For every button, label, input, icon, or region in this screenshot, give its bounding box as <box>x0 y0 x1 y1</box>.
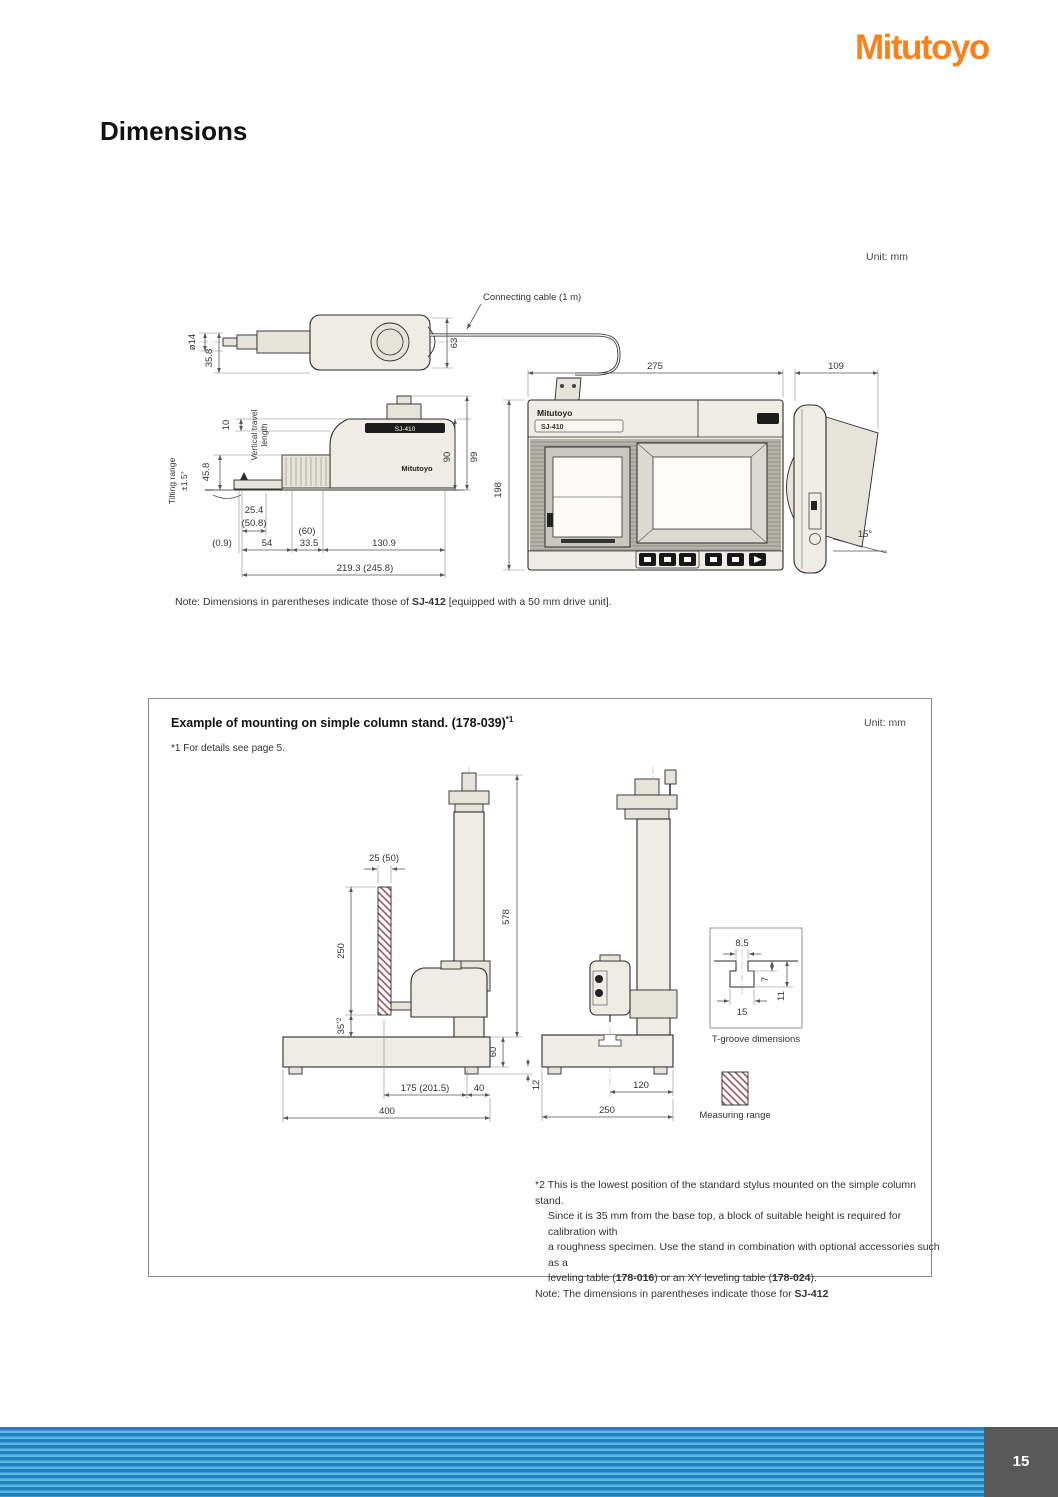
dim-60: 60 <box>488 1046 499 1058</box>
dim-45-8: 45.8 <box>201 462 212 482</box>
title-footnote-ref: *1 <box>505 715 514 724</box>
drive-unit-side-view <box>167 396 480 578</box>
tilting-range-value: ±1.5° <box>179 471 189 491</box>
dim-50-8: (50.8) <box>241 518 267 529</box>
dim-25-4: 25.4 <box>244 505 264 516</box>
dim-33-5: 33.5 <box>299 538 319 549</box>
stand-box-footnote2: *2 This is the lowest position of the standard stylus mounted on the simple column stand. Since it is 35 mm from the base top, a block of suitable height is required for calibration with a roughness specimen. Use the stand in combination with optional accessories such as a leveling table (178-016) or an XY leveling table (178-024). Note: The dimensions in parentheses indicate those for SJ-412 <box>535 1179 940 1300</box>
display-brand-label: Mitutoyo <box>537 408 573 418</box>
device-brand-label: Mitutoyo <box>401 464 433 473</box>
dim-275: 275 <box>647 361 663 372</box>
dim-219-3: 219.3 (245.8) <box>336 563 394 574</box>
display-front-view <box>493 361 783 570</box>
dim-130-9: 130.9 <box>372 538 396 549</box>
t-groove-label: T-groove dimensions <box>711 1034 801 1045</box>
dim-578: 578 <box>501 909 512 925</box>
stand-box-footnote1: *1 For details see page 5. <box>171 743 285 754</box>
dim-99: 99 <box>469 451 480 463</box>
mitutoyo-logo: Mitutoyo <box>855 28 989 67</box>
dim-54: 54 <box>261 538 273 549</box>
page-title: Dimensions <box>100 116 248 146</box>
cable-label: Connecting cable (1 m) <box>483 292 582 303</box>
dim-60p: (60) <box>298 526 316 537</box>
display-model-label: SJ-410 <box>541 424 564 431</box>
drawing1-note: Note: Dimensions in parentheses indicate those of SJ-412 [equipped with a 50 mm drive unit]. <box>175 596 612 608</box>
measuring-range-swatch <box>722 1072 748 1105</box>
dim-63: 63 <box>449 337 460 349</box>
tilting-range-label: Tilting range <box>167 457 177 505</box>
stand-box-title: Example of mounting on simple column stand. $(178-039)^{*1}$ <box>171 715 514 731</box>
dim-t15: 15 <box>736 1007 748 1018</box>
dim-35: 35*2 <box>336 1017 347 1035</box>
dim-12: 12 <box>531 1079 542 1091</box>
dim-250b: 250 <box>599 1105 615 1116</box>
technical-drawing-sj410 <box>165 285 995 595</box>
dim-109: 109 <box>828 361 844 372</box>
device-model-label: SJ-410 <box>394 426 416 433</box>
column-stand-drawing <box>165 765 815 1125</box>
detector-side-view <box>187 292 619 374</box>
vertical-travel-label-2: length <box>259 423 269 447</box>
measuring-range-legend <box>699 1072 770 1121</box>
unit-label-top: Unit: mm <box>866 251 908 263</box>
display-side-view <box>787 361 888 573</box>
dim-175: 175 (201.5) <box>400 1083 450 1094</box>
dim-10: 10 <box>221 419 232 431</box>
footer-stripe-band <box>0 1427 984 1497</box>
dim-400: 400 <box>379 1106 395 1117</box>
dim-8-5: 8.5 <box>735 938 749 949</box>
unit-label-box: Unit: mm <box>864 717 906 729</box>
column-stand-side-view <box>283 767 542 1122</box>
dim-25-50: 25 (50) <box>368 853 400 864</box>
dim-35-8: 35.8 <box>204 348 215 368</box>
measuring-range-label: Measuring range <box>699 1110 771 1121</box>
dim-120: 120 <box>633 1080 649 1091</box>
dim-t11: 11 <box>776 991 787 1001</box>
page-number: 15 <box>984 1427 1058 1497</box>
dim-15deg: 15° <box>857 529 873 540</box>
vertical-travel-label-1: Vertical travel <box>249 409 259 461</box>
dim-t7: 7 <box>760 976 771 982</box>
column-stand-front-view <box>542 767 677 1121</box>
dim-198: 198 <box>493 482 504 498</box>
dim-40: 40 <box>473 1083 485 1094</box>
dim-90: 90 <box>442 451 453 463</box>
measuring-range-bar <box>378 887 391 1015</box>
t-groove-detail <box>710 928 802 1045</box>
dim-dia14: ø14 <box>187 333 198 351</box>
dim-0-9: (0.9) <box>212 538 232 549</box>
dim-250v: 250 <box>336 943 347 959</box>
